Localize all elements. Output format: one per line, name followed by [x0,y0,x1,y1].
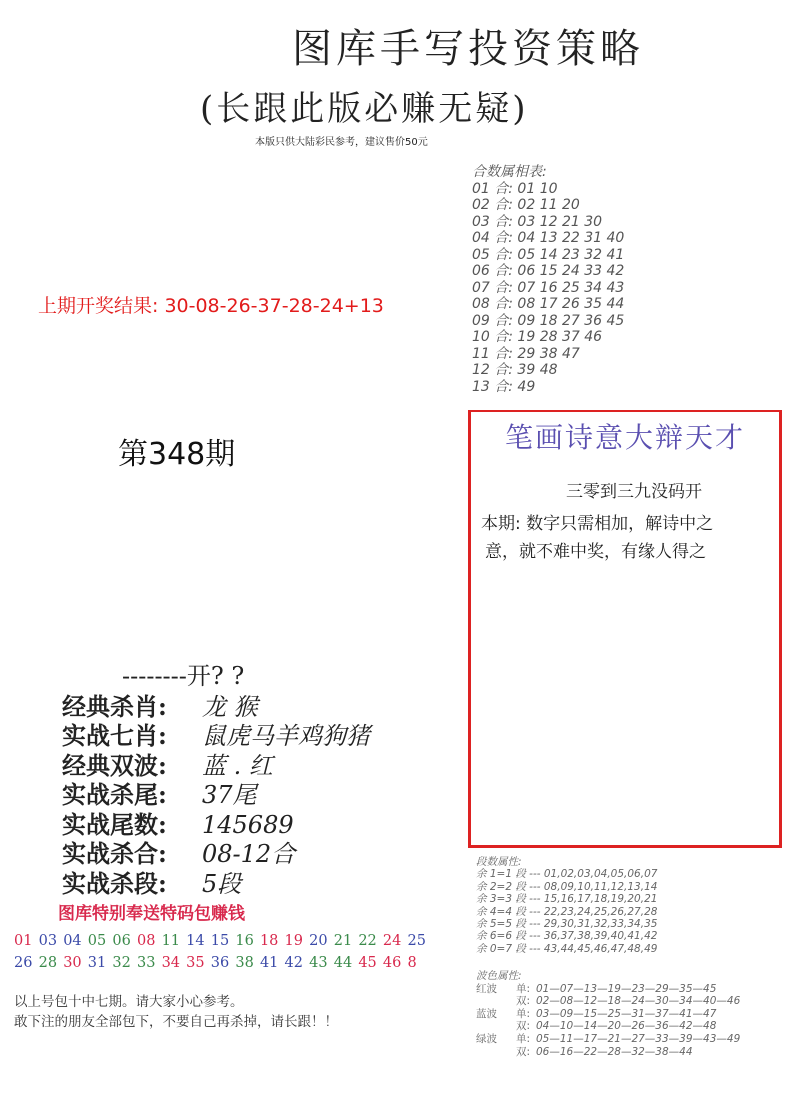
poem-line: 本期: 数字只需相加，解诗中之 [481,514,714,534]
seg-row: 余 3=3 段 --- 15,16,17,18,19,20,21 [476,893,658,906]
pack-number: 14 [186,933,205,949]
he-row: 08 合: 08 17 26 35 44 [472,296,625,312]
pack-text [14,992,338,1032]
pack-text-line: 以上号包十中七期。请大家小心参考。 [14,994,244,1010]
wave-kind: 单: [516,1007,531,1020]
pick-label: 经典双波: [62,750,167,780]
wave-name: 绿波 [476,1032,497,1045]
seg-table-title: 段数属性: [476,856,522,868]
pack-number: 04 [63,933,82,949]
wave-row [476,995,740,1008]
pack-number: 19 [284,933,303,949]
he-row: 09 合: 09 18 27 36 45 [472,312,625,329]
seg-row: 余 1=1 段 --- 01,02,03,04,05,06,07 [476,868,658,881]
he-row: 11 合: 29 38 47 [472,345,580,362]
pack-number: 33 [136,955,156,971]
wave-table-title: 波色属性: [476,970,522,982]
pick-row [62,751,370,781]
pack-number: 41 [259,955,279,971]
he-row: 01 合: 01 10 [472,180,558,197]
disclaimer-note: 本版只供大陆彩民参考，建议售价50元 [255,137,428,148]
seg-row: 余 4=4 段 --- 22,23,24,25,26,27,28 [476,905,658,918]
wave-kind: 双: [516,1020,531,1033]
poem-box [468,410,782,848]
seg-row: 余 2=2 段 --- 08,09,10,11,12,13,14 [476,880,658,893]
pack-number: 32 [112,955,131,971]
seg-rows [476,868,657,955]
page-subtitle: (长跟此版必赚无疑) [200,89,529,129]
wave-name: 红波 [476,982,497,995]
pick-value: 5段 [202,869,242,898]
pack-number: 26 [14,955,33,971]
pack-number: 42 [284,955,303,971]
pick-row [62,692,370,722]
pick-label: 实战杀尾: [62,780,167,809]
pack-number: 31 [87,955,107,971]
pack-number: 36 [210,955,230,971]
pack-number: 03 [38,933,58,949]
segment-table [476,856,657,955]
wave-numbers: 06—16—22—28—32—38—44 [536,1045,693,1058]
pack-number: 22 [358,933,377,949]
wave-row [476,1008,740,1021]
page-title: 图库手写投资策略 [292,26,644,72]
pack-number: 25 [407,933,426,949]
pack-number: 05 [87,933,107,949]
pick-value: 37尾 [202,781,257,809]
he-row: 03 合: 03 12 21 30 [472,213,603,230]
pack-number: 15 [210,933,230,949]
issue-number: 第348期 [118,437,236,472]
pick-value: 145689 [202,810,294,839]
pick-value: 蓝 . 红 [202,751,273,780]
wave-table [476,970,740,1058]
he-row: 10 合: 19 28 37 46 [472,329,603,345]
pack-number: 30 [63,955,82,971]
he-rows [472,181,624,396]
pack-number: 08 [136,933,156,949]
wave-rows [476,983,740,1059]
pick-row [62,869,370,899]
pack-number: 44 [333,955,353,971]
pack-number: 8 [407,955,417,971]
poem-title: 笔画诗意大辩天才 [505,421,746,454]
pack-number: 46 [382,955,402,971]
pack-text-line: 敢下注的朋友全部包下，不要自己再杀掉，请长跟！！ [14,1014,338,1030]
wave-numbers: 03—09—15—25—31—37—41—47 [536,1007,717,1020]
pack-title: 图库特别奉送特码包赚钱 [58,904,245,924]
seg-row: 余 6=6 段 --- 36,37,38,39,40,41,42 [476,930,658,943]
pack-number: 11 [161,933,181,949]
pack-number: 34 [161,955,181,971]
he-row: 13 合: 49 [472,378,536,395]
poem-line: 意，就不难中奖，有缘人得之 [485,542,706,562]
pick-row [62,780,370,810]
pack-number: 38 [235,955,254,971]
pack-numbers [14,930,439,974]
wave-kind: 单: [516,982,531,995]
he-number-table [472,164,624,395]
pack-number: 28 [38,955,58,971]
he-row: 12 合: 39 48 [472,362,558,378]
pick-label: 实战七肖: [62,721,167,750]
he-row: 02 合: 02 11 20 [472,197,580,213]
wave-row [476,1020,740,1033]
he-row: 05 合: 05 14 23 32 41 [472,246,625,263]
wave-numbers: 04—10—14—20—26—36—42—48 [536,1020,717,1033]
pack-number: 21 [333,933,353,949]
seg-row: 余 0=7 段 --- 43,44,45,46,47,48,49 [476,942,658,955]
pick-row [62,839,370,869]
pack-number: 35 [186,955,205,971]
seg-row: 余 5=5 段 --- 29,30,31,32,33,34,35 [476,917,658,930]
pick-row [62,810,370,840]
pick-label: 实战杀段: [62,868,167,898]
he-row: 07 合: 07 16 25 34 43 [472,279,625,296]
wave-numbers: 02—08—12—18—24—30—34—40—46 [536,995,741,1008]
wave-numbers: 01—07—13—19—23—29—35—45 [536,982,717,995]
pack-number: 43 [309,955,328,971]
pick-label: 实战杀合: [62,839,167,868]
picks-header: --------开? ? [122,662,245,690]
pack-number: 18 [259,933,279,949]
pick-label: 实战尾数: [62,809,167,839]
pick-rows [62,692,370,899]
poem-line: 三零到三九没码开 [566,482,702,502]
wave-kind: 双: [516,1045,531,1058]
pack-number: 20 [309,933,328,949]
pack-number: 06 [112,933,131,949]
pick-value: 龙 猴 [202,692,258,721]
pick-label: 经典杀肖: [62,691,167,721]
wave-name: 蓝波 [476,1007,497,1020]
pick-value: 鼠虎马羊鸡狗猪 [202,722,370,750]
wave-kind: 双: [516,995,531,1008]
pack-number: 16 [235,933,254,949]
pack-number: 01 [14,933,33,949]
pack-number: 45 [358,955,377,971]
pack-number: 24 [382,933,402,949]
pick-row [62,721,370,751]
he-row: 04 合: 04 13 22 31 40 [472,230,625,246]
picks-list [62,662,370,898]
wave-kind: 单: [516,1032,531,1045]
pick-value: 08-12合 [202,840,296,868]
wave-row [476,1033,740,1046]
he-table-title: 合数属相表: [472,164,547,180]
wave-numbers: 05—11—17—21—27—33—39—43—49 [536,1032,741,1045]
last-result: 上期开奖结果: 30-08-26-37-28-24+13 [38,295,384,317]
he-row: 06 合: 06 15 24 33 42 [472,263,625,279]
wave-row [476,1046,740,1059]
wave-row [476,983,740,996]
